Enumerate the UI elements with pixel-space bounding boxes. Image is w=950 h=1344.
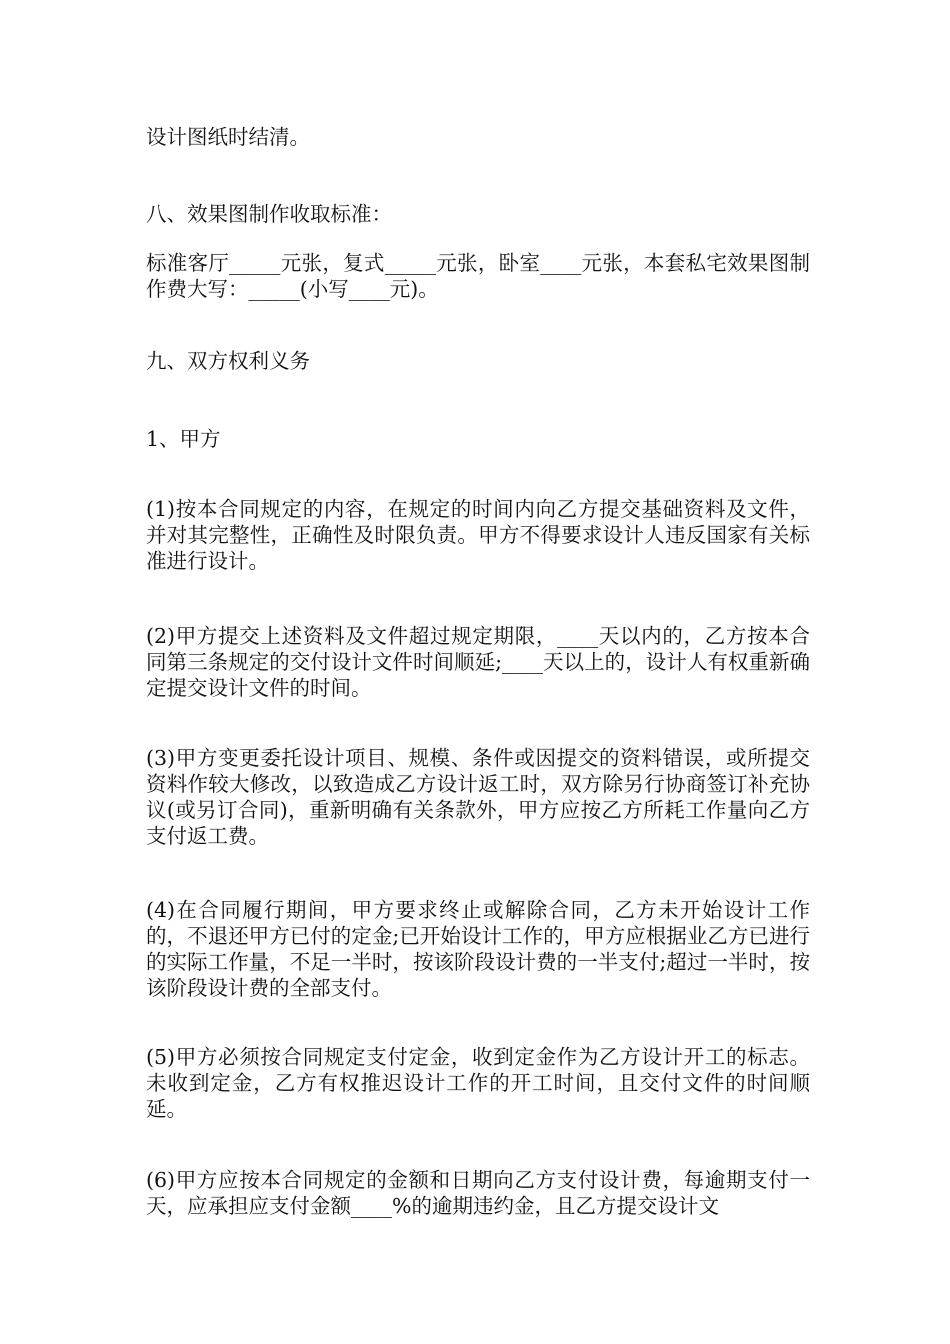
heading-section-9: 九、双方权利义务 bbox=[146, 349, 310, 373]
paragraph-payment-settlement: 设计图纸时结清。 bbox=[146, 125, 310, 149]
clause-1: (1)按本合同规定的内容，在规定的时间内向乙方提交基础资料及文件，并对其完整性，正确性及时限负责。甲方不得要求设计人违反国家有关标准进行设计。 bbox=[146, 497, 810, 573]
paragraph-rendering-fees: 标准客厅_____元张，复式_____元张，卧室____元张，本套私宅效果图制作费大写：_____(小写____元)。 bbox=[146, 251, 810, 301]
clause-3: (3)甲方变更委托设计项目、规模、条件或因提交的资料错误，或所提交资料作较大修改，以致造成乙方设计返工时，双方除另行协商签订补充协议(或另订合同)，重新明确有关条款外，甲方应按乙方所耗工作量向乙方支付返工费。 bbox=[146, 746, 810, 848]
heading-section-8: 八、效果图制作收取标准： bbox=[146, 202, 392, 226]
clause-4: (4)在合同履行期间，甲方要求终止或解除合同，乙方未开始设计工作的，不退还甲方已付的定金;已开始设计工作的，甲方应根据业乙方已进行的实际工作量，不足一半时，按该阶段设计费的一半支付;超过一半时，按该阶段设计费的全部支付。 bbox=[146, 898, 810, 1000]
clause-6: (6)甲方应按本合同规定的金额和日期向乙方支付设计费，每逾期支付一天，应承担应支付金额____%的逾期违约金，且乙方提交设计文 bbox=[146, 1168, 810, 1218]
heading-party-a: 1、甲方 bbox=[146, 427, 221, 451]
clause-5: (5)甲方必须按合同规定支付定金，收到定金作为乙方设计开工的标志。未收到定金，乙方有权推迟设计工作的开工时间，且交付文件的时间顺延。 bbox=[146, 1045, 810, 1121]
clause-2: (2)甲方提交上述资料及文件超过规定期限，____天以内的，乙方按本合同第三条规定的交付设计文件时间顺延;____天以上的，设计人有权重新确定提交设计文件的时间。 bbox=[146, 624, 810, 700]
